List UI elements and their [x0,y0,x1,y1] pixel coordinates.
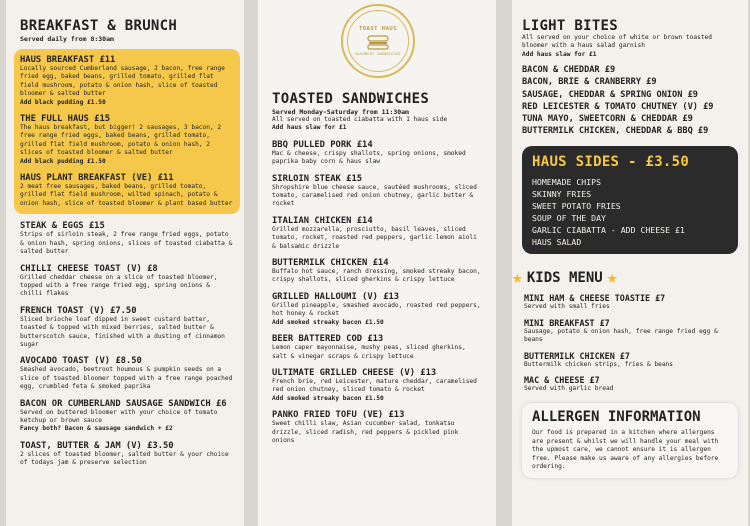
menu-item-desc: French brie, red Leicester, mature cheddar, caramelised red onion chutney, sliced tomato & rocket [272,377,477,394]
menu-item-name: AVOCADO TOAST (V) £8.50 [20,356,142,367]
menu-item-name: SIRLOIN STEAK £15 [272,173,363,184]
side-item: HOMEMADE CHIPS [532,177,602,188]
breakfast-title: BREAKFAST & BRUNCH [20,18,178,34]
menu-item-desc: Grilled mozzarella, prosciutto, basil leaves, sliced tomato, rocket, roasted red peppers, garlic lemon aioli & balsamic drizzle [272,225,477,250]
side-item: SKINNY FRIES [532,189,592,200]
menu-item-desc: Smashed avocado, beetroot houmous & pumpkin seeds on a slice of toasted bloomer topped with a free range poached egg, crumbled feta & smoked paprika [20,366,233,391]
logo-top-text: TOAST HAUS [358,26,398,32]
menu-item-addon: Add smoked streaky bacon £1.50 [272,394,384,402]
light-bite-item: BACON, BRIE & CRANBERRY £9 [522,77,657,88]
light-bite-item: BUTTERMILK CHICKEN, CHEDDAR & BBQ £9 [522,126,709,137]
menu-item-name: STEAK & EGGS £15 [20,221,105,232]
allergen-text: Our food is prepared in a kitchen where allergens are present & whilst we will handle your meal with the upmost care, we cannot ensure it is allergen free. Please make us aware of any allergies before ordering. [532,429,719,471]
featured-breakfast-box [14,49,240,214]
menu-item-name: FRENCH TOAST (V) £7.50 [20,305,137,316]
sandwich-note-addon: Add haus slaw for £1 [272,124,347,132]
light-bites-page [512,0,748,526]
menu-item-name: CHILLI CHEESE TOAST (V) £8 [20,263,158,274]
menu-item-name: BACON OR CUMBERLAND SAUSAGE SANDWICH £6 [20,398,227,409]
light-bite-item: BACON & CHEDDAR £9 [522,65,616,76]
menu-item-name: TOAST, BUTTER & JAM (V) £3.50 [20,440,174,451]
kids-item-name: MAC & CHEESE £7 [524,375,600,386]
menu-item-addon: Add smoked streaky bacon £1.50 [272,318,384,326]
kids-item-desc: Served with garlic bread [524,385,614,393]
light-bites-addon: Add haus slaw for £1 [522,50,597,58]
side-item: SOUP OF THE DAY [532,213,606,224]
star-icon: ★ [606,267,618,289]
sandwich-icon [365,34,391,50]
menu-item-name: HAUS PLANT BREAKFAST (VE) £11 [20,173,174,184]
menu-item-desc: Served on buttered bloomer with your choice of tomato ketchup or brown sauce [20,408,218,424]
light-bite-item: RED LEICESTER & TOMATO CHUTNEY (V) £9 [522,101,714,112]
kids-item-desc: Served with small fries [524,303,610,311]
menu-item-addon: Add black pudding £1.50 [20,157,106,165]
menu-item-name: BEER BATTERED COD £13 [272,334,384,345]
menu-item-desc: Mac & cheese, crispy shallots, spring onions, smoked paprika baby corn & haus slaw [272,149,466,166]
sandwich-subtitle: Served Monday-Saturday from 11:30am [272,108,409,116]
menu-item-desc: Shropshire blue cheese sauce, sautéed mushrooms, sliced tomato, caramelised red onion chutney, garlic butter & rocket [272,183,477,208]
menu-item-desc: Grilled cheddar cheese on a slice of toasted bloomer, topped with a free range fried egg, spring onions & chilli flakes [20,273,218,298]
toast-haus-logo [341,4,415,78]
light-bite-item: TUNA MAYO, SWEETCORN & CHEDDAR £9 [522,114,693,125]
allergen-title: ALLERGEN INFORMATION [532,409,701,426]
menu-item-desc: Locally sourced Cumberland sausage, 2 bacon, free range fried egg, baked beans, grilled tomato, grilled flat field mushroom, potato & onion hash, slice of toasted bloomer & salted butter [20,65,225,98]
haus-sides-panel [522,146,738,254]
menu-item-name: HAUS BREAKFAST £11 [20,55,116,65]
side-item: GARLIC CIABATTA - ADD CHEESE £1 [532,225,685,236]
light-bites-title: LIGHT BITES [522,18,619,34]
side-item: HAUS SALAD [532,237,582,248]
menu-item-desc: Buffalo hot sauce, ranch dressing, smoked streaky bacon, crispy shallots, sliced gherkins & crispy lettuce [272,268,481,284]
menu-item-desc: The haus breakfast, but bigger! 2 sausages, 3 bacon, 2 free range fried eggs, baked beans, grilled tomato, grilled flat field mushroom, potato & onion hash, 2 slices of toasted bloomer & salted butter [20,124,222,157]
kids-menu-list [524,293,738,393]
menu-item-desc: Strips of sirloin steak, 2 free range fried eggs, potato & onion hash, spring onions, slices of toasted ciabatta & salted butter [20,231,233,256]
sandwich-note: All served on toasted ciabatta with 1 haus side [272,116,448,123]
haus-sides-title: HAUS SIDES - £3.50 [532,154,690,171]
menu-item-desc: 2 slices of toasted bloomer, salted butter & your choice of todays jam & preserve selection [20,450,229,467]
menu-item-name: ITALIAN CHICKEN £14 [272,215,373,226]
sandwich-title: TOASTED SANDWICHES [272,91,430,107]
star-icon: ★ [512,267,523,289]
menu-item-desc: Lemon caper mayonnaise, mushy peas, sliced gherkins, salt & vinegar scraps & crispy lettuce [272,344,466,360]
menu-item-desc: Grilled pineapple, smashed avocado, roasted red peppers, hot honey & rocket [272,301,481,318]
breakfast-page [6,0,244,526]
menu-item-name: BBQ PULLED PORK £14 [272,139,373,150]
menu-item-desc: Sliced brioche loaf dipped in sweet custard batter, toasted & topped with mixed berries, salted butter & butterscotch sauce, finished with a dusting of cinnamon sugar [20,315,225,348]
kids-item-desc: Buttermilk chicken strips, fries & beans [524,360,674,368]
menu-item-desc: 2 meat free sausages, baked beans, grilled tomato, grilled flat field mushroom, wilted spinach, potato & onion hash, slice of toasted bloomer & plant based butter [20,183,233,207]
menu-item-name: BUTTERMILK CHICKEN £14 [272,258,389,269]
menu-item-name: GRILLED HALLOUMI (V) £13 [272,291,400,302]
menu-item-addon: Add black pudding £1.50 [20,98,106,106]
sandwich-page [258,0,496,526]
kids-item-name: BUTTERMILK CHICKEN £7 [524,350,630,361]
menu-item-name: PANKO FRIED TOFU (VE) £13 [272,410,405,421]
menu-item-desc: Sweet chilli slaw, Asian cucumber salad, tonkatsu drizzle, sliced radish, red peppers & pickled pink onions [272,420,459,444]
menu-item-name: THE FULL HAUS £15 [20,114,111,125]
logo-bottom-text: BLOOMERY SANDWICHES [355,52,401,56]
allergen-info-box [522,403,738,477]
menu-item-addon: Fancy both? Bacon & sausage sandwich + £2 [20,425,173,433]
light-bites-note: All served on your choice of white or brown toasted bloomer with a haus salad garnish [522,34,712,50]
kids-item-name: MINI BREAKFAST £7 [524,317,610,328]
breakfast-subtitle: Served daily from 8:30am [20,35,114,43]
light-bite-item: SAUSAGE, CHEDDAR & SPRING ONION £9 [522,89,698,100]
side-item: SWEET POTATO FRIES [532,201,621,212]
kids-menu-header [512,269,738,287]
kids-menu-title: KIDS MENU [526,270,603,287]
menu-item-name: ULTIMATE GRILLED CHEESE (V) £13 [272,367,437,378]
kids-item-name: MINI HAM & CHEESE TOASTIE £7 [524,293,666,304]
kids-item-desc: Sausage, potato & onion hash, free range fried egg & beans [524,327,718,344]
